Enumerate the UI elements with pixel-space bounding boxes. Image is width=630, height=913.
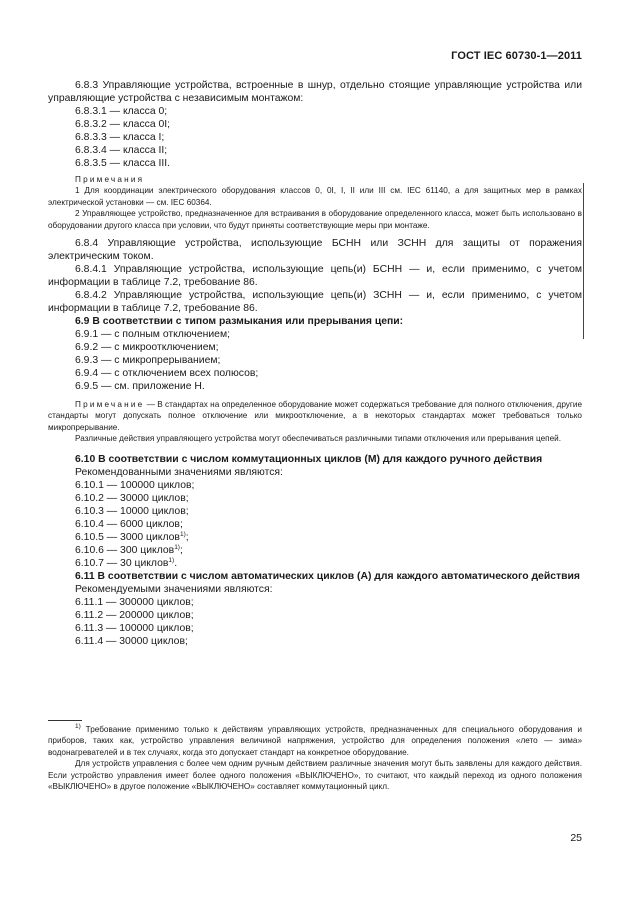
footnote-ref: 1)	[179, 530, 186, 538]
note-block	[48, 174, 582, 231]
list-item-text: 6.10.5 — 3000 циклов	[75, 531, 180, 543]
list-item-tail: ;	[185, 531, 189, 543]
note-heading: Примечания	[75, 175, 145, 184]
list-item	[48, 531, 582, 544]
footnote-paragraph: Для устройств управления с более чем одним ручным действием различные значения могут быть заявлены для каждого действия. Если устройство управления имеет более одного положения «ВЫКЛЮЧЕНО», то считают, что каждый переход из одного положения «ВЫКЛЮЧЕНО» в другое положение «ВЫКЛЮЧЕНО» составляет коммутационный цикл.	[48, 759, 582, 792]
footnote-text: Требование применимо только к действиям управляющих устройств, предназначенных для специального оборудования и приборов, таких как, устройство управления величиной напряжения, устройство для определения положения «лето — зима» водонагревателей и в тех случаях, когда это допускает стандарт на конкретное оборудование.	[48, 725, 582, 757]
list-item: 6.9.5 — см. приложение Н.	[75, 381, 205, 393]
list-item: 6.11.4 — 30000 циклов;	[75, 635, 188, 647]
footnote-separator	[48, 720, 82, 721]
note-item: 1 Для координации электрического оборудования классов 0, 0I, I, II или III см. IEC 61140, а для защитных мер в рамках электрической установки — см. IEC 60364.	[48, 186, 582, 207]
footnotes	[48, 724, 582, 792]
note-item: 2 Управляющее устройство, предназначенное для встраивания в оборудование определенного класса, может быть использовано в оборудовании другого класса при условии, что будут приняты соответствующие меры при монтаже.	[48, 209, 582, 230]
list-item: 6.8.3.4 — класса II;	[75, 145, 168, 156]
note-paragraph: Различные действия управляющего устройства могут обеспечиваться различными типами отключения или прерывания цепей.	[75, 434, 561, 444]
note-block	[48, 399, 582, 445]
section-intro: Рекомендованными значениями являются:	[75, 466, 283, 478]
list-item: 6.9.3 — с микропрерыванием;	[75, 355, 221, 367]
list-item: 6.10.3 — 10000 циклов;	[75, 505, 189, 517]
section-6-11-heading: 6.11 В соответствии с числом автоматических циклов (А) для каждого автоматического действия	[75, 570, 580, 582]
note-text: — В стандартах на определенное оборудование может содержаться требование для полного отключения, другие стандарты могут допускать полное отключение или микроотключение, а в некоторых стандартах может требоваться только микропрерывание.	[48, 400, 582, 432]
list-item: 6.10.2 — 30000 циклов;	[75, 492, 189, 504]
list-item: 6.9.2 — с микроотключением;	[75, 342, 219, 354]
list-item: 6.8.3.1 — класса 0;	[75, 106, 168, 117]
section-6-8-4: 6.8.4 Управляющие устройства, использующие БСНН или ЗСНН для защиты от поражения электрическим током.	[48, 238, 582, 263]
page-body	[48, 79, 582, 648]
footnote-marker: 1)	[75, 723, 81, 730]
page-number: 25	[570, 832, 582, 844]
list-item: 6.10.1 — 100000 циклов;	[75, 479, 195, 491]
change-bar	[583, 183, 584, 339]
note-label: Примечание	[75, 400, 145, 410]
list-item: 6.9.4 — с отключением всех полюсов;	[75, 368, 259, 380]
list-item: 6.8.3.5 — класса III.	[75, 158, 171, 169]
list-item: 6.11.1 — 300000 циклов;	[75, 596, 194, 608]
list-item: 6.8.3.3 — класса I;	[75, 132, 165, 143]
footnote	[48, 724, 582, 758]
section-6-8-4-2: 6.8.4.2 Управляющие устройства, использующие цепь(и) ЗСНН — и, если применимо, с учетом информации в таблице 7.2, требование 86.	[48, 290, 582, 315]
footnote-ref: 1)	[174, 543, 180, 551]
section-6-8-4-1: 6.8.4.1 Управляющие устройства, использующие цепь(и) БСНН — и, если применимо, с учетом информации в таблице 7.2, требование 86.	[48, 264, 582, 289]
list-item-tail: .	[174, 557, 178, 569]
list-item: 6.11.2 — 200000 циклов;	[75, 609, 194, 621]
list-item-tail: ;	[179, 544, 183, 556]
list-item: 6.8.3.2 — класса 0I;	[75, 119, 171, 130]
list-item: 6.9.1 — с полным отключением;	[75, 329, 230, 341]
document-code: ГОСТ IEC 60730-1—2011	[451, 50, 582, 62]
list-item: 6.10.4 — 6000 циклов;	[75, 518, 183, 530]
list-item	[48, 557, 582, 570]
section-intro: Рекомендуемыми значениями являются:	[75, 583, 273, 595]
list-item	[48, 544, 582, 557]
note-paragraph	[48, 399, 582, 433]
footnote-ref: 1)	[168, 556, 175, 564]
list-item: 6.11.3 — 100000 циклов;	[75, 622, 194, 634]
list-item-text: 6.10.6 — 300 циклов	[75, 544, 175, 556]
section-6-8-3: 6.8.3 Управляющие устройства, встроенные в шнур, отдельно стоящие управляющие устройства или управляющие устройства с независимым монтажом:	[48, 80, 582, 104]
list-item-text: 6.10.7 — 30 циклов	[75, 557, 169, 569]
section-6-9-heading: 6.9 В соответствии с типом размыкания или прерывания цепи:	[75, 316, 404, 328]
section-6-10-heading: 6.10 В соответствии с числом коммутационных циклов (М) для каждого ручного действия	[75, 453, 543, 465]
